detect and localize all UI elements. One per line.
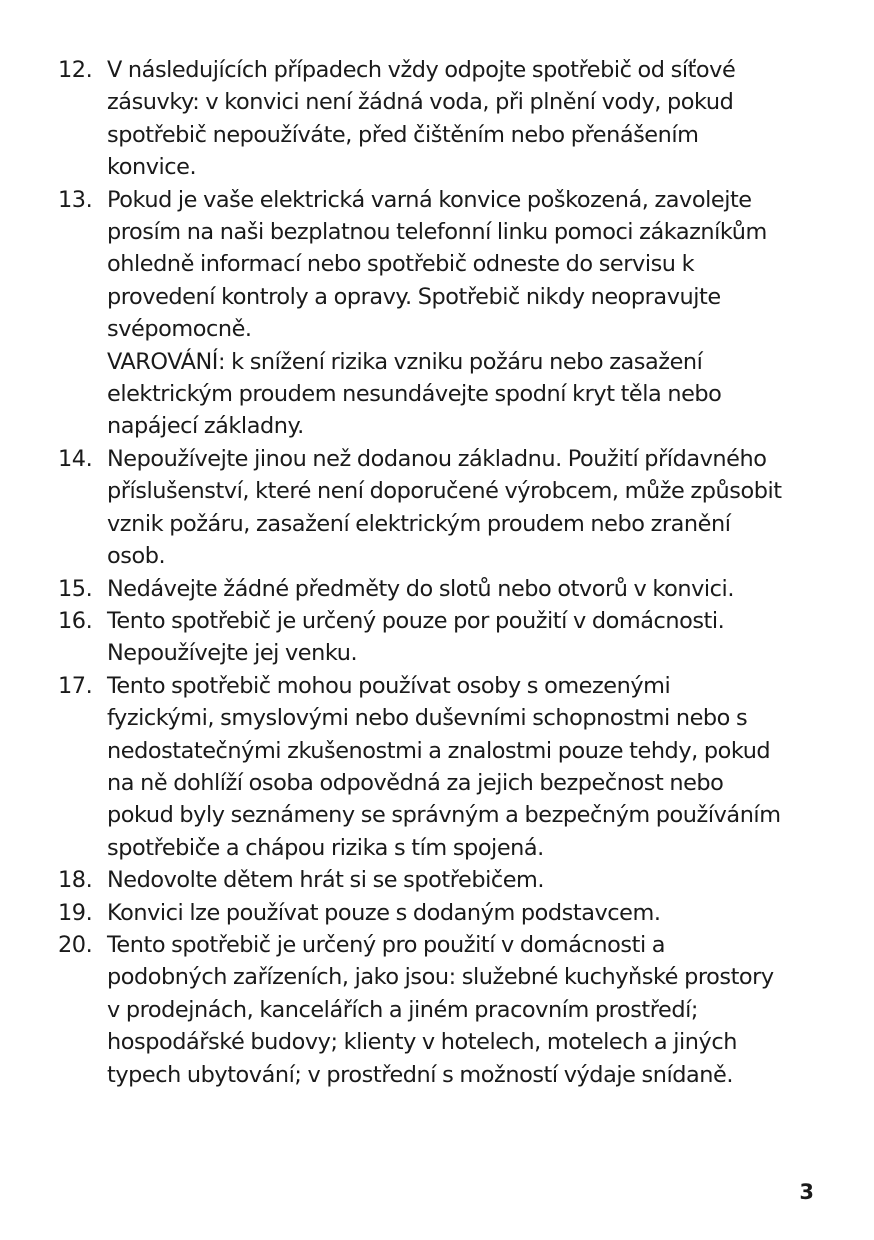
text-line: Nepoužívejte jinou než dodanou základnu. Použití přídavného — [107, 445, 767, 472]
text-line: Tento spotřebič mohou používat osoby s omezenými — [107, 672, 671, 699]
text-line: příslušenství, které není doporučené výrobcem, může způsobit — [107, 478, 782, 505]
item-text — [107, 929, 838, 1091]
instruction-item — [58, 670, 838, 864]
instruction-item — [58, 184, 838, 443]
instruction-item — [58, 443, 838, 573]
item-text — [107, 864, 838, 896]
item-number: 15. — [58, 575, 93, 602]
text-line: provedení kontroly a opravy. Spotřebič nikdy neopravujte — [107, 283, 721, 310]
item-text — [107, 184, 838, 443]
item-text — [107, 897, 838, 929]
text-line: Nedávejte žádné předměty do slotů nebo otvorů v konvici. — [107, 575, 734, 602]
text-line: ohledně informací nebo spotřebič odneste do servisu k — [107, 251, 695, 278]
text-line: hospodářské budovy; klienty v hotelech, motelech a jiných — [107, 1029, 737, 1056]
text-line: V následujících případech vždy odpojte spotřebič od síťové — [107, 57, 736, 83]
page-number: 3 — [799, 1180, 814, 1204]
text-line: Tento spotřebič je určený pouze por použití v domácnosti. — [107, 607, 725, 634]
text-line: Konvici lze používat pouze s dodaným podstavcem. — [107, 899, 661, 926]
text-line: v prodejnách, kancelářích a jiném pracovním prostředí; — [107, 996, 698, 1023]
text-line: Tento spotřebič je určený pro použití v domácnosti a — [107, 931, 666, 958]
text-line: svépomocně. — [107, 316, 252, 343]
text-line: Pokud je vaše elektrická varná konvice poškozená, zavolejte — [107, 186, 752, 213]
text-line: Nepoužívejte jej venku. — [107, 640, 358, 667]
instruction-item — [58, 605, 838, 670]
text-line: Nedovolte dětem hrát si se spotřebičem. — [107, 867, 545, 894]
text-line: fyzickými, smyslovými nebo duševními schopnostmi nebo s — [107, 705, 748, 732]
item-number: 19. — [58, 899, 93, 926]
text-line: pokud byly seznámeny se správným a bezpečným používáním — [107, 802, 781, 829]
text-line: osob. — [107, 543, 166, 570]
item-number: 20. — [58, 931, 93, 958]
instruction-item — [58, 573, 838, 605]
item-number: 13. — [58, 186, 93, 213]
text-line: spotřebič nepoužíváte, před čištěním nebo přenášením — [107, 121, 699, 148]
item-text — [107, 605, 838, 670]
item-text — [107, 54, 838, 184]
text-line: nedostatečnými zkušenostmi a znalostmi pouze tehdy, pokud — [107, 737, 771, 764]
text-line: spotřebiče a chápou rizika s tím spojená. — [107, 834, 544, 861]
safety-instructions-list — [58, 54, 838, 1091]
text-line: zásuvky: v konvici není žádná voda, při plnění vody, pokud — [107, 89, 734, 116]
text-line: VAROVÁNÍ: k snížení rizika vzniku požáru nebo zasažení — [107, 348, 703, 375]
item-text — [107, 443, 838, 573]
text-line: konvice. — [107, 154, 197, 181]
item-number: 14. — [58, 445, 93, 472]
instruction-item — [58, 54, 838, 184]
item-number: 17. — [58, 672, 93, 699]
text-line: na ně dohlíží osoba odpovědná za jejich bezpečnost nebo — [107, 769, 724, 796]
item-number: 18. — [58, 867, 93, 894]
text-line: elektrickým proudem nesundávejte spodní kryt těla nebo — [107, 381, 722, 408]
item-text — [107, 573, 838, 605]
text-line: prosím na naši bezplatnou telefonní linku pomoci zákazníkům — [107, 219, 767, 246]
item-number: 12. — [58, 57, 93, 83]
instruction-item — [58, 929, 838, 1091]
text-line: podobných zařízeních, jako jsou: služebné kuchyňské prostory — [107, 964, 774, 991]
text-line: vznik požáru, zasažení elektrickým proudem nebo zranění — [107, 510, 731, 537]
instruction-item — [58, 864, 838, 896]
instruction-item — [58, 897, 838, 929]
text-line: typech ubytování; v prostřední s možností výdaje snídaně. — [107, 1061, 733, 1088]
item-number: 16. — [58, 607, 93, 634]
item-text — [107, 670, 838, 864]
text-line: napájecí základny. — [107, 413, 304, 440]
